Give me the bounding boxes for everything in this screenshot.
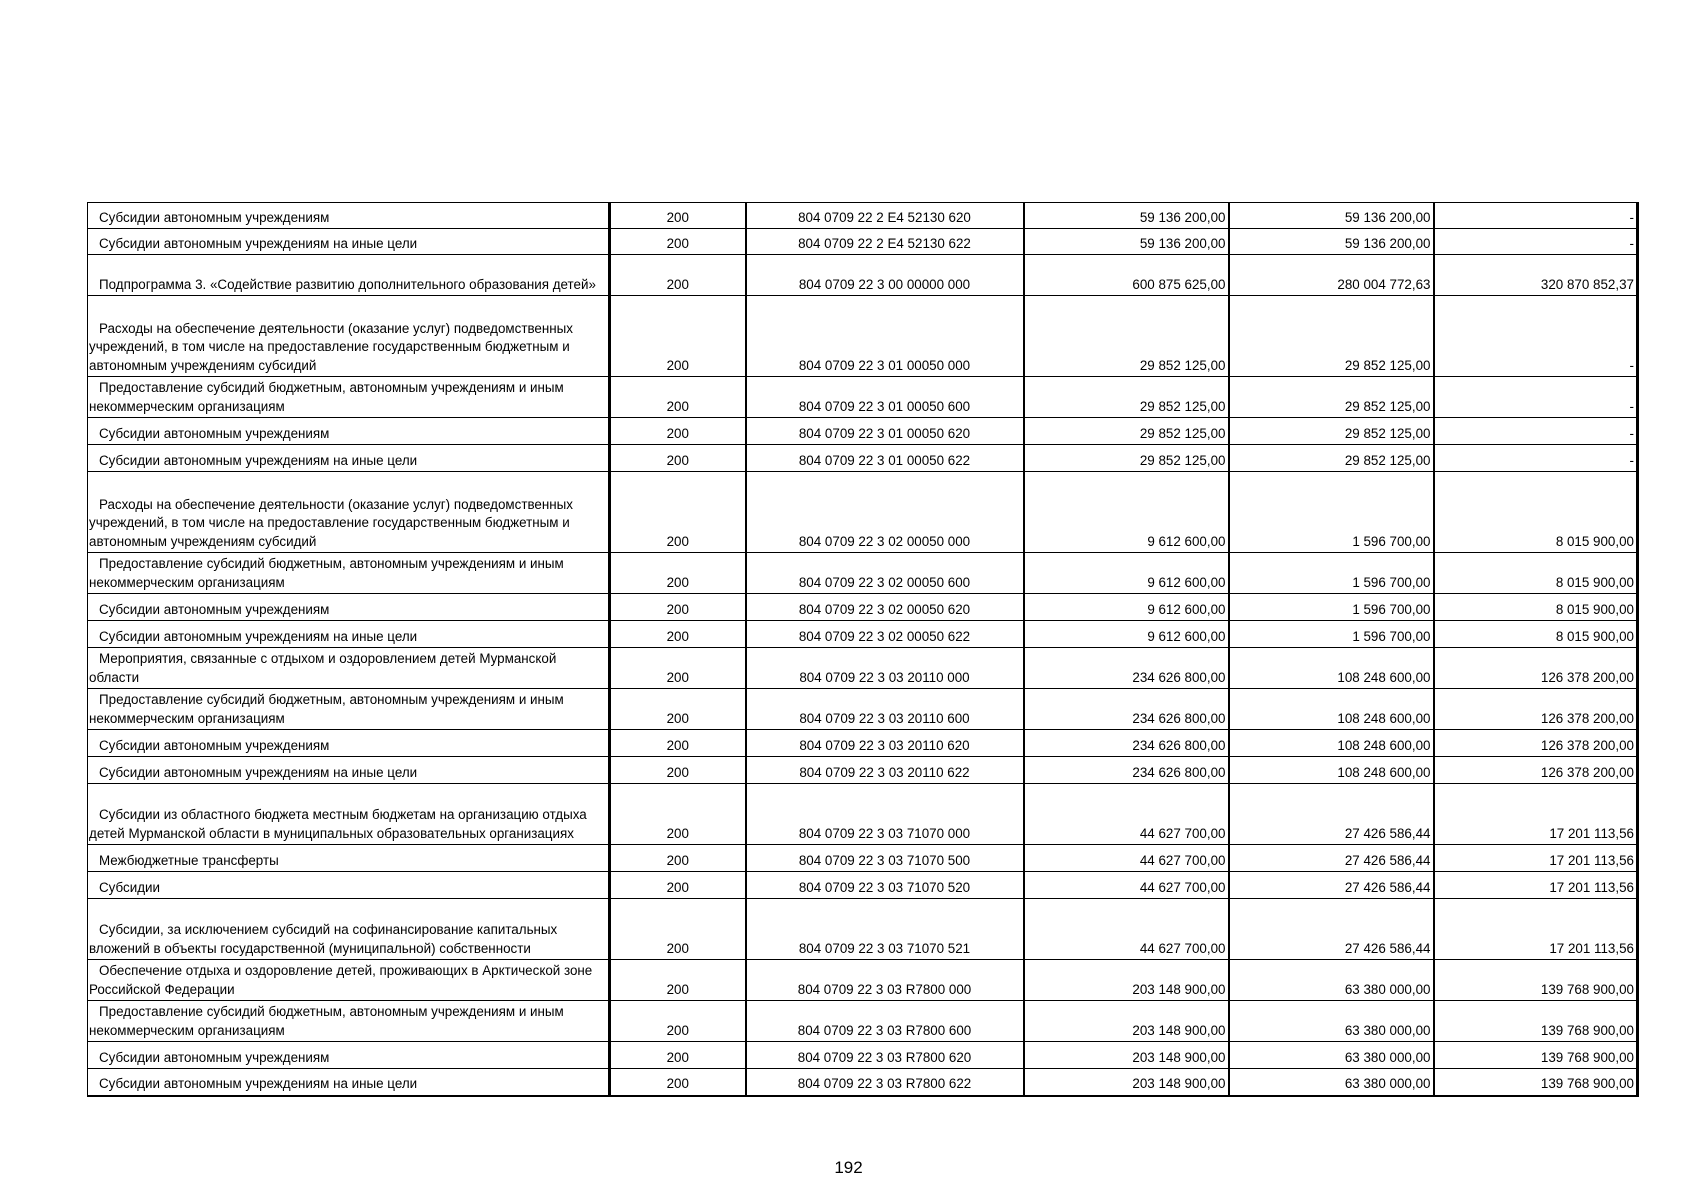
row-name-cell (88, 445, 610, 472)
row-approved-amount-cell: 44 627 700,00 (1024, 845, 1229, 872)
row-executed-amount-cell: 63 380 000,00 (1229, 1069, 1434, 1096)
row-classification-code-cell: 804 0709 22 3 03 71070 500 (746, 845, 1024, 872)
row-classification-code-cell: 804 0709 22 3 03 71070 000 (746, 784, 1024, 845)
row-remaining-amount-cell: - (1434, 418, 1638, 445)
row-approved-amount-cell: 203 148 900,00 (1024, 960, 1229, 1001)
row-remaining-amount-cell: 126 378 200,00 (1434, 648, 1638, 689)
row-executed-amount-cell: 63 380 000,00 (1229, 1001, 1434, 1042)
row-admin-code-cell: 200 (610, 872, 746, 899)
row-approved-amount-cell: 203 148 900,00 (1024, 1042, 1229, 1069)
row-remaining-amount-cell: - (1434, 203, 1638, 229)
row-admin-code-cell: 200 (610, 960, 746, 1001)
row-remaining-amount-cell: 126 378 200,00 (1434, 689, 1638, 730)
table-row (88, 899, 1638, 960)
row-admin-code-cell: 200 (610, 255, 746, 296)
row-name-text: Субсидии, за исключением субсидий на софинансирование капитальных вложений в объекты государственной (муниципальной) собственности (89, 922, 558, 956)
row-admin-code-cell: 200 (610, 845, 746, 872)
row-name-cell (88, 255, 610, 296)
row-name-cell (88, 872, 610, 899)
row-approved-amount-cell: 203 148 900,00 (1024, 1001, 1229, 1042)
row-name-cell (88, 730, 610, 757)
table-row (88, 730, 1638, 757)
table-row (88, 229, 1638, 255)
row-approved-amount-cell: 9 612 600,00 (1024, 621, 1229, 648)
row-name-cell (88, 1042, 610, 1069)
row-classification-code-cell: 804 0709 22 3 01 00050 000 (746, 296, 1024, 377)
row-name-cell (88, 472, 610, 553)
row-admin-code-cell: 200 (610, 594, 746, 621)
row-name-cell (88, 418, 610, 445)
row-name-cell (88, 648, 610, 689)
page-number: 192 (834, 1158, 863, 1177)
row-executed-amount-cell: 1 596 700,00 (1229, 594, 1434, 621)
row-executed-amount-cell: 29 852 125,00 (1229, 418, 1434, 445)
row-approved-amount-cell: 44 627 700,00 (1024, 872, 1229, 899)
row-approved-amount-cell: 29 852 125,00 (1024, 445, 1229, 472)
row-executed-amount-cell: 63 380 000,00 (1229, 1042, 1434, 1069)
row-admin-code-cell: 200 (610, 418, 746, 445)
row-approved-amount-cell: 9 612 600,00 (1024, 553, 1229, 594)
row-admin-code-cell: 200 (610, 1001, 746, 1042)
row-remaining-amount-cell: - (1434, 296, 1638, 377)
row-approved-amount-cell: 9 612 600,00 (1024, 594, 1229, 621)
row-remaining-amount-cell: 126 378 200,00 (1434, 730, 1638, 757)
row-remaining-amount-cell: 139 768 900,00 (1434, 1069, 1638, 1096)
row-remaining-amount-cell: 139 768 900,00 (1434, 1001, 1638, 1042)
row-name-text: Подпрограмма 3. «Содействие развитию дополнительного образования детей» (99, 276, 596, 292)
row-admin-code-cell: 200 (610, 621, 746, 648)
row-executed-amount-cell: 1 596 700,00 (1229, 472, 1434, 553)
row-classification-code-cell: 804 0709 22 3 03 R7800 000 (746, 960, 1024, 1001)
row-classification-code-cell: 804 0709 22 3 03 20110 622 (746, 757, 1024, 784)
row-name-cell (88, 845, 610, 872)
row-executed-amount-cell: 59 136 200,00 (1229, 229, 1434, 255)
row-classification-code-cell: 804 0709 22 3 03 R7800 622 (746, 1069, 1024, 1096)
row-name-text: Предоставление субсидий бюджетным, автономным учреждениям и иным некоммерческим организациям (89, 556, 564, 590)
row-remaining-amount-cell: 320 870 852,37 (1434, 255, 1638, 296)
row-classification-code-cell: 804 0709 22 3 03 20110 620 (746, 730, 1024, 757)
row-remaining-amount-cell: 139 768 900,00 (1434, 1042, 1638, 1069)
row-name-cell (88, 594, 610, 621)
row-name-text: Субсидии автономным учреждениям (99, 425, 330, 441)
row-approved-amount-cell: 44 627 700,00 (1024, 899, 1229, 960)
row-admin-code-cell: 200 (610, 229, 746, 255)
row-classification-code-cell: 804 0709 22 3 01 00050 600 (746, 377, 1024, 418)
row-approved-amount-cell: 59 136 200,00 (1024, 229, 1229, 255)
row-name-text: Субсидии автономным учреждениям (99, 737, 330, 753)
row-executed-amount-cell: 108 248 600,00 (1229, 757, 1434, 784)
row-admin-code-cell: 200 (610, 377, 746, 418)
row-admin-code-cell: 200 (610, 1069, 746, 1096)
row-executed-amount-cell: 29 852 125,00 (1229, 296, 1434, 377)
row-remaining-amount-cell: 126 378 200,00 (1434, 757, 1638, 784)
row-executed-amount-cell: 63 380 000,00 (1229, 960, 1434, 1001)
row-name-cell (88, 689, 610, 730)
table-row (88, 621, 1638, 648)
row-name-text: Расходы на обеспечение деятельности (оказание услуг) подведомственных учреждений, в том числе на предоставление государственным бюджетным и автономным учреждениям субсидий (89, 320, 573, 373)
row-executed-amount-cell: 27 426 586,44 (1229, 845, 1434, 872)
row-name-text: Обеспечение отдыха и оздоровление детей, проживающих в Арктической зоне Российской Федерации (89, 963, 593, 997)
row-remaining-amount-cell: 8 015 900,00 (1434, 594, 1638, 621)
row-remaining-amount-cell: 17 201 113,56 (1434, 872, 1638, 899)
row-name-text: Межбюджетные трансферты (99, 852, 279, 868)
row-approved-amount-cell: 600 875 625,00 (1024, 255, 1229, 296)
row-remaining-amount-cell: 8 015 900,00 (1434, 621, 1638, 648)
row-name-cell (88, 899, 610, 960)
row-classification-code-cell: 804 0709 22 3 02 00050 600 (746, 553, 1024, 594)
row-remaining-amount-cell: 17 201 113,56 (1434, 845, 1638, 872)
table-row (88, 1069, 1638, 1096)
row-approved-amount-cell: 203 148 900,00 (1024, 1069, 1229, 1096)
row-name-text: Предоставление субсидий бюджетным, автономным учреждениям и иным некоммерческим организациям (89, 692, 564, 726)
row-name-text: Предоставление субсидий бюджетным, автономным учреждениям и иным некоммерческим организациям (89, 1004, 564, 1038)
row-executed-amount-cell: 108 248 600,00 (1229, 648, 1434, 689)
row-classification-code-cell: 804 0709 22 3 03 20110 000 (746, 648, 1024, 689)
row-name-cell (88, 757, 610, 784)
row-name-text: Предоставление субсидий бюджетным, автономным учреждениям и иным некоммерческим организациям (89, 380, 564, 414)
row-remaining-amount-cell: 8 015 900,00 (1434, 472, 1638, 553)
row-name-text: Субсидии автономным учреждениям на иные цели (99, 452, 418, 468)
row-name-cell (88, 296, 610, 377)
row-name-text: Субсидии автономным учреждениям на иные цели (99, 1076, 418, 1091)
row-admin-code-cell: 200 (610, 296, 746, 377)
row-approved-amount-cell: 29 852 125,00 (1024, 418, 1229, 445)
row-remaining-amount-cell: - (1434, 229, 1638, 255)
row-approved-amount-cell: 9 612 600,00 (1024, 472, 1229, 553)
row-admin-code-cell: 200 (610, 445, 746, 472)
row-remaining-amount-cell: 8 015 900,00 (1434, 553, 1638, 594)
row-admin-code-cell: 200 (610, 553, 746, 594)
row-executed-amount-cell: 27 426 586,44 (1229, 872, 1434, 899)
table-row (88, 594, 1638, 621)
row-approved-amount-cell: 234 626 800,00 (1024, 689, 1229, 730)
row-executed-amount-cell: 280 004 772,63 (1229, 255, 1434, 296)
row-classification-code-cell: 804 0709 22 3 02 00050 622 (746, 621, 1024, 648)
row-classification-code-cell: 804 0709 22 2 E4 52130 622 (746, 229, 1024, 255)
row-classification-code-cell: 804 0709 22 3 02 00050 000 (746, 472, 1024, 553)
row-approved-amount-cell: 29 852 125,00 (1024, 377, 1229, 418)
table-row (88, 255, 1638, 296)
row-approved-amount-cell: 44 627 700,00 (1024, 784, 1229, 845)
row-classification-code-cell: 804 0709 22 3 03 71070 521 (746, 899, 1024, 960)
row-classification-code-cell: 804 0709 22 3 01 00050 622 (746, 445, 1024, 472)
table-row (88, 418, 1638, 445)
row-approved-amount-cell: 234 626 800,00 (1024, 757, 1229, 784)
row-name-text: Субсидии (99, 879, 160, 895)
row-admin-code-cell: 200 (610, 784, 746, 845)
table-row (88, 757, 1638, 784)
row-name-cell (88, 229, 610, 255)
budget-table-body (88, 203, 1638, 1096)
row-remaining-amount-cell: - (1434, 445, 1638, 472)
row-name-text: Расходы на обеспечение деятельности (оказание услуг) подведомственных учреждений, в том числе на предоставление государственным бюджетным и автономным учреждениям субсидий (89, 496, 573, 549)
table-row (88, 472, 1638, 553)
row-name-cell (88, 203, 610, 229)
row-approved-amount-cell: 234 626 800,00 (1024, 648, 1229, 689)
row-executed-amount-cell: 27 426 586,44 (1229, 899, 1434, 960)
table-row (88, 203, 1638, 229)
row-executed-amount-cell: 29 852 125,00 (1229, 445, 1434, 472)
table-row (88, 296, 1638, 377)
table-row (88, 377, 1638, 418)
row-name-cell (88, 553, 610, 594)
table-row (88, 648, 1638, 689)
row-classification-code-cell: 804 0709 22 2 E4 52130 620 (746, 203, 1024, 229)
row-remaining-amount-cell: 17 201 113,56 (1434, 899, 1638, 960)
row-remaining-amount-cell: 139 768 900,00 (1434, 960, 1638, 1001)
row-admin-code-cell: 200 (610, 730, 746, 757)
table-row (88, 1042, 1638, 1069)
table-row (88, 872, 1638, 899)
row-executed-amount-cell: 1 596 700,00 (1229, 621, 1434, 648)
table-row (88, 445, 1638, 472)
row-name-cell (88, 621, 610, 648)
row-name-cell (88, 377, 610, 418)
row-executed-amount-cell: 29 852 125,00 (1229, 377, 1434, 418)
row-classification-code-cell: 804 0709 22 3 03 R7800 620 (746, 1042, 1024, 1069)
row-name-text: Субсидии автономным учреждениям на иные цели (99, 764, 418, 780)
table-row (88, 960, 1638, 1001)
row-admin-code-cell: 200 (610, 203, 746, 229)
row-name-text: Субсидии автономным учреждениям на иные цели (99, 235, 418, 251)
table-row (88, 784, 1638, 845)
row-admin-code-cell: 200 (610, 648, 746, 689)
row-approved-amount-cell: 29 852 125,00 (1024, 296, 1229, 377)
row-executed-amount-cell: 108 248 600,00 (1229, 730, 1434, 757)
table-row (88, 689, 1638, 730)
row-classification-code-cell: 804 0709 22 3 03 71070 520 (746, 872, 1024, 899)
row-admin-code-cell: 200 (610, 1042, 746, 1069)
row-executed-amount-cell: 108 248 600,00 (1229, 689, 1434, 730)
row-admin-code-cell: 200 (610, 689, 746, 730)
row-admin-code-cell: 200 (610, 472, 746, 553)
row-executed-amount-cell: 59 136 200,00 (1229, 203, 1434, 229)
row-admin-code-cell: 200 (610, 899, 746, 960)
row-name-text: Субсидии автономным учреждениям (99, 209, 330, 225)
row-executed-amount-cell: 27 426 586,44 (1229, 784, 1434, 845)
row-name-cell (88, 1069, 610, 1096)
row-classification-code-cell: 804 0709 22 3 01 00050 620 (746, 418, 1024, 445)
row-name-cell (88, 784, 610, 845)
row-remaining-amount-cell: 17 201 113,56 (1434, 784, 1638, 845)
row-name-text: Субсидии автономным учреждениям на иные цели (99, 628, 418, 644)
budget-table (87, 202, 1639, 1097)
table-row (88, 845, 1638, 872)
row-classification-code-cell: 804 0709 22 3 00 00000 000 (746, 255, 1024, 296)
row-classification-code-cell: 804 0709 22 3 02 00050 620 (746, 594, 1024, 621)
table-row (88, 553, 1638, 594)
row-name-cell (88, 960, 610, 1001)
row-name-text: Мероприятия, связанные с отдыхом и оздоровлением детей Мурманской области (89, 651, 557, 685)
row-remaining-amount-cell: - (1434, 377, 1638, 418)
row-approved-amount-cell: 59 136 200,00 (1024, 203, 1229, 229)
row-name-text: Субсидии автономным учреждениям (99, 1049, 330, 1065)
row-admin-code-cell: 200 (610, 757, 746, 784)
row-name-text: Субсидии автономным учреждениям (99, 601, 330, 617)
table-row (88, 1001, 1638, 1042)
row-approved-amount-cell: 234 626 800,00 (1024, 730, 1229, 757)
row-name-cell (88, 1001, 610, 1042)
row-executed-amount-cell: 1 596 700,00 (1229, 553, 1434, 594)
row-name-text: Субсидии из областного бюджета местным бюджетам на организацию отдыха детей Мурманской области в муниципальных образовательных организациях (89, 807, 587, 841)
row-classification-code-cell: 804 0709 22 3 03 R7800 600 (746, 1001, 1024, 1042)
row-classification-code-cell: 804 0709 22 3 03 20110 600 (746, 689, 1024, 730)
